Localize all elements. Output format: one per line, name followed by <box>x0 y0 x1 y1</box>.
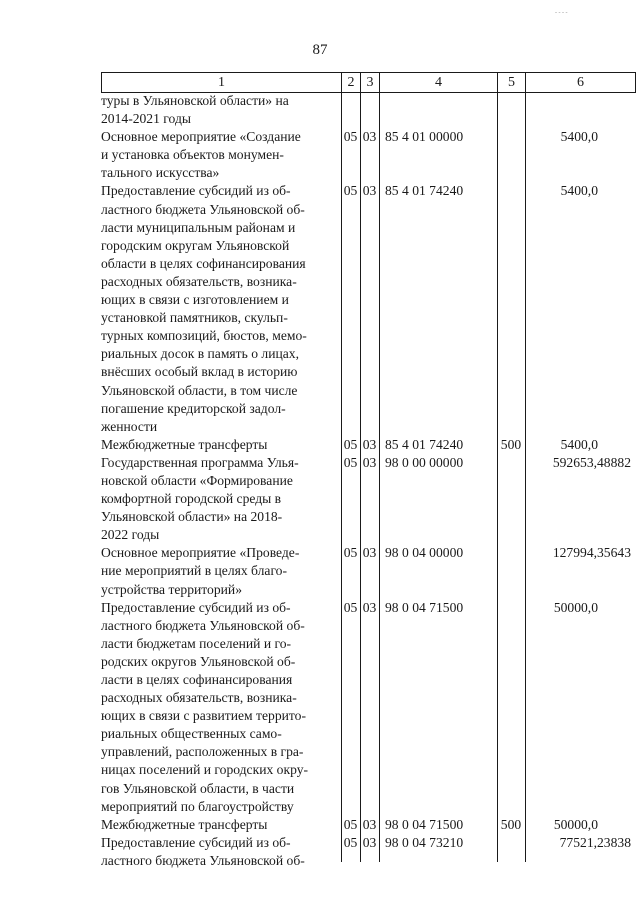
description-line: ластного бюджета Ульяновской об- <box>101 617 305 633</box>
row-expense-type <box>497 128 525 182</box>
description-line: 2022 годы <box>101 527 160 543</box>
table-row <box>101 128 635 182</box>
description-line: Межбюджетные трансферты <box>101 436 268 452</box>
page-number: 87 <box>312 42 328 58</box>
row-expense-type <box>497 454 525 544</box>
row-description <box>101 544 341 598</box>
description-line: управлений, расположенных в гра- <box>101 744 304 760</box>
header-col-6: 6 <box>577 75 584 90</box>
table-row <box>101 92 635 128</box>
description-line: Предоставление субсидий из об- <box>101 599 291 615</box>
row-description <box>101 599 341 816</box>
description-line: устройства территорий» <box>101 581 242 597</box>
description-line: ющих в связи с изготовлением и <box>101 292 289 308</box>
row-amount: 592653,48882 <box>552 454 631 470</box>
row-target-code: 98 0 04 71500 <box>385 599 464 615</box>
budget-table <box>101 72 635 868</box>
row-expense-type <box>497 182 525 435</box>
description-line: Основное мероприятие «Создание <box>101 129 301 145</box>
row-subsection: 03 <box>362 183 377 199</box>
row-subsection: 03 <box>362 816 377 832</box>
table-row <box>101 834 635 870</box>
description-line: родских округов Ульяновской об- <box>101 653 296 669</box>
description-line: тального искусства» <box>101 165 220 181</box>
row-expense-type <box>497 92 525 128</box>
row-target-code <box>379 92 497 128</box>
row-amount: 5400,0 <box>560 183 598 199</box>
description-line: ластного бюджета Ульяновской об- <box>101 852 305 868</box>
header-col-4: 4 <box>380 73 498 92</box>
description-line: Основное мероприятие «Проведе- <box>101 545 300 561</box>
table-row <box>101 816 635 834</box>
row-amount: 127994,35643 <box>552 545 631 561</box>
row-subsection: 03 <box>362 545 377 561</box>
description-line: новской области «Формирование <box>101 472 293 488</box>
description-line: ницах поселений и городских окру- <box>101 762 309 778</box>
description-line: расходных обязательств, возника- <box>101 273 297 289</box>
header-col-1: 1 <box>102 73 342 92</box>
row-section: 05 <box>343 545 358 561</box>
row-expense-type: 500 <box>500 816 522 832</box>
row-section: 05 <box>343 834 358 850</box>
row-target-code: 85 4 01 74240 <box>385 183 464 199</box>
description-line: риальных досок в память о лицах, <box>101 346 299 362</box>
row-section: 05 <box>343 436 358 452</box>
row-subsection: 03 <box>362 834 377 850</box>
row-expense-type <box>497 834 525 870</box>
row-section: 05 <box>343 599 358 615</box>
description-line: Предоставление субсидий из об- <box>101 183 291 199</box>
row-expense-type: 500 <box>500 436 522 452</box>
description-line: туры в Ульяновской области» на <box>101 93 289 108</box>
row-expense-type <box>497 544 525 598</box>
description-line: Предоставление субсидий из об- <box>101 834 291 850</box>
description-line: комфортной городской среды в <box>101 491 282 507</box>
description-line: ласти в целях софинансирования <box>101 672 293 687</box>
row-description <box>101 834 341 870</box>
description-line: ние мероприятий в целях благо- <box>101 563 288 579</box>
row-amount: 50000,0 <box>553 599 598 615</box>
row-subsection <box>360 92 379 128</box>
scan-mark: - - - - <box>555 10 568 16</box>
row-description <box>101 92 341 128</box>
description-line: турных композиций, бюстов, мемо- <box>101 328 307 344</box>
header-col-3: 3 <box>361 73 380 92</box>
description-line: Межбюджетные трансферты <box>101 816 268 832</box>
description-line: городским округам Ульяновской <box>101 237 290 253</box>
description-line: расходных обязательств, возника- <box>101 690 297 706</box>
row-section: 05 <box>343 454 358 470</box>
description-line: мероприятий по благоустройству <box>101 798 294 814</box>
description-line: области в целях софинансирования <box>101 255 306 271</box>
row-section: 05 <box>343 129 358 145</box>
row-subsection: 03 <box>362 436 377 452</box>
description-line: 2014-2021 годы <box>101 111 191 127</box>
description-line: внёсших особый вклад в историю <box>101 364 298 380</box>
table-row <box>101 544 635 598</box>
row-target-code: 98 0 00 00000 <box>385 454 464 470</box>
row-subsection: 03 <box>362 454 377 470</box>
description-line: погашение кредиторской задол- <box>101 400 286 416</box>
table-row <box>101 436 635 454</box>
row-amount: 50000,0 <box>553 816 598 832</box>
table-body <box>101 92 635 870</box>
description-line: ласти муниципальным районам и <box>101 219 296 235</box>
table-row <box>101 599 635 816</box>
description-line: женности <box>101 418 158 434</box>
row-section: 05 <box>343 816 358 832</box>
row-amount <box>525 92 635 128</box>
description-line: и установка объектов монумен- <box>101 147 284 163</box>
row-target-code: 98 0 04 73210 <box>385 834 464 850</box>
row-subsection: 03 <box>362 599 377 615</box>
description-line: Ульяновской области» на 2018- <box>101 509 283 525</box>
row-subsection: 03 <box>362 129 377 145</box>
row-amount: 5400,0 <box>560 129 598 145</box>
row-target-code: 85 4 01 00000 <box>385 129 464 145</box>
row-description <box>101 182 341 435</box>
row-description <box>101 436 341 454</box>
description-line: ластного бюджета Ульяновской об- <box>101 201 305 217</box>
row-target-code: 98 0 04 00000 <box>385 545 464 561</box>
table-row <box>101 182 635 435</box>
row-section: 05 <box>343 183 358 199</box>
description-line: Государственная программа Улья- <box>101 454 299 470</box>
table-header <box>101 72 636 93</box>
row-target-code: 85 4 01 74240 <box>385 436 464 452</box>
row-description <box>101 454 341 544</box>
description-line: ющих в связи с развитием террито- <box>101 708 306 724</box>
row-section <box>341 92 360 128</box>
row-amount: 77521,23838 <box>559 834 631 850</box>
header-col-5: 5 <box>498 73 526 92</box>
table-row <box>101 454 635 544</box>
header-col-2: 2 <box>342 73 361 92</box>
description-line: ласти бюджетам поселений и го- <box>101 635 292 651</box>
row-amount: 5400,0 <box>560 436 598 452</box>
description-line: риальных общественных само- <box>101 726 282 742</box>
row-target-code: 98 0 04 71500 <box>385 816 464 832</box>
description-line: гов Ульяновской области, в части <box>101 780 295 796</box>
row-description <box>101 816 341 834</box>
description-line: установкой памятников, скульп- <box>101 310 288 326</box>
description-line: Ульяновской области, в том числе <box>101 382 298 398</box>
row-expense-type <box>497 599 525 816</box>
row-description <box>101 128 341 182</box>
